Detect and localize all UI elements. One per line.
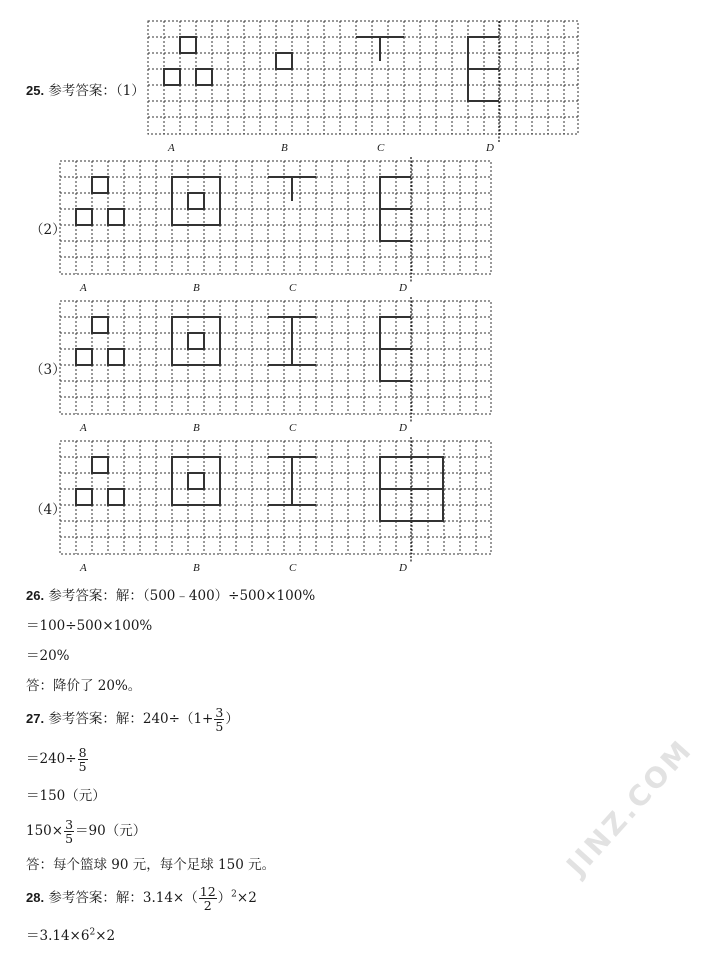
q28-expression-start: 3.14×（ — [142, 890, 198, 906]
q25-part2-label: （2） — [30, 222, 66, 238]
q28-heading — [26, 885, 257, 912]
q25-part4-label: （4） — [30, 502, 66, 518]
denominator: 2 — [203, 898, 212, 913]
grid-figure-part1 — [148, 21, 580, 151]
q27-answer: 答：每个篮球 90 元，每个足球 150 元。 — [26, 857, 276, 873]
q27-step-2: ＝150（元） — [26, 788, 106, 804]
figure-b-square — [276, 53, 292, 69]
label-b: B — [193, 562, 200, 574]
figure-a-square — [164, 69, 180, 85]
label-c: C — [289, 562, 297, 574]
q26-number: 26. — [26, 588, 45, 603]
q25-part3-label: （3） — [30, 362, 66, 378]
q27-prefix: 参考答案：解： — [48, 711, 143, 727]
grid-figure-part3 — [60, 301, 492, 431]
watermark-text: JINZ.COM — [560, 732, 700, 883]
q28-number: 28. — [26, 890, 45, 905]
q28-step-1-text: ＝3.14×6 — [26, 928, 90, 944]
q26-step-2: ＝20% — [26, 648, 70, 664]
q26-expression: （500﹣400）÷500×100% — [142, 588, 316, 604]
figure-a-square — [180, 37, 196, 53]
q27-step-3 — [26, 818, 146, 845]
label-c: C — [289, 282, 297, 294]
q27-step-1 — [26, 746, 89, 773]
q26-heading — [26, 584, 315, 604]
watermark-logo — [560, 732, 709, 960]
fraction — [78, 746, 88, 773]
q26-step-1: ＝100÷500×100% — [26, 618, 153, 634]
denominator: 5 — [65, 831, 74, 846]
label-a: A — [80, 282, 87, 294]
numerator: 3 — [215, 705, 224, 720]
label-a: A — [80, 422, 87, 434]
fraction — [199, 885, 217, 912]
q28-step-1-tail: ×2 — [95, 928, 116, 944]
q27-step-1-text: ＝240÷ — [26, 751, 77, 767]
label-a: A — [80, 562, 87, 574]
label-c: C — [377, 142, 385, 154]
label-d: D — [399, 422, 407, 434]
q28-step-1 — [26, 924, 115, 944]
figure-a-square — [196, 69, 212, 85]
label-b: B — [281, 142, 288, 154]
fraction — [214, 706, 224, 733]
q25-prefix: 参考答案： — [48, 83, 116, 99]
fraction — [64, 818, 74, 845]
numerator: 12 — [199, 884, 216, 899]
grid-figure-part2 — [60, 161, 492, 291]
exponent: 2 — [89, 927, 96, 938]
q28-prefix: 参考答案：解： — [48, 890, 143, 906]
numerator: 3 — [65, 817, 74, 832]
label-c: C — [289, 422, 297, 434]
denominator: 5 — [215, 719, 224, 734]
label-b: B — [193, 422, 200, 434]
grid-figure-part4 — [60, 441, 492, 571]
q27-heading — [26, 706, 239, 733]
q28-expression-paren: ） — [217, 890, 232, 906]
q28-expression-end: ×2 — [236, 890, 257, 906]
label-a: A — [168, 142, 175, 154]
q26-prefix: 参考答案：解： — [48, 588, 143, 604]
q27-step-3-text: 150× — [26, 823, 64, 839]
label-b: B — [193, 282, 200, 294]
q26-answer: 答：降价了 20%。 — [26, 678, 142, 694]
q27-number: 27. — [26, 711, 45, 726]
exponent: 2 — [231, 889, 237, 900]
numerator: 8 — [78, 745, 87, 760]
q27-expression-start: 240÷（1+ — [142, 711, 214, 727]
label-d: D — [486, 142, 494, 154]
q27-step-3-result: ＝90（元） — [75, 823, 147, 839]
q25-part1-label: （1） — [115, 83, 145, 99]
q25-number: 25. — [26, 83, 45, 98]
denominator: 5 — [78, 759, 87, 774]
q25-heading — [26, 79, 145, 99]
label-d: D — [399, 282, 407, 294]
label-d: D — [399, 562, 407, 574]
q27-expression-end: ） — [225, 711, 239, 727]
